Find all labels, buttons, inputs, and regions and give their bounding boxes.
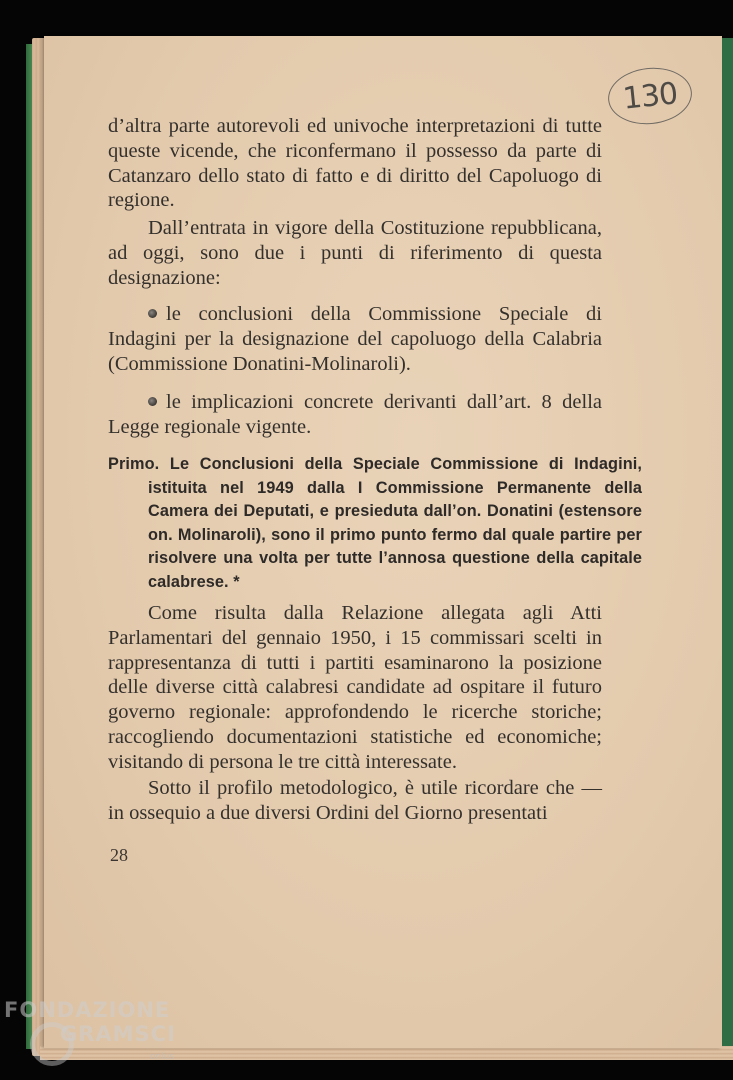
paragraph-3: Come risulta dalla Relazione allegata agli Atti Parlamentari del gennaio 1950, i 15 commissari scelti in rappresentanza di tutti i partiti esaminarono la posizione delle diverse città calabresi candidate ad ospitare il futuro governo regionale: approfondendo le ricerche storiche; raccogliendo documentazioni statistiche ed economiche; visitando di persona le tre città interessate. [108, 602, 602, 773]
bullet-item-1 [108, 302, 602, 376]
bullet-item-2-text: le implicazioni concrete derivanti dall’art. 8 della Legge regionale vigente. [108, 391, 602, 438]
watermark-line-1: FONDAZIONE [4, 998, 171, 1022]
paragraph-2: Dall’entrata in vigore della Costituzione repubblicana, ad oggi, sono due i punti di riferimento di questa designazione: [108, 217, 602, 289]
bullet-icon [148, 397, 157, 406]
paragraph-4: Sotto il profilo metodologico, è utile ricordare che — in ossequio a due diversi Ordini del Giorno presentati [108, 777, 602, 824]
bullet-icon [148, 309, 157, 318]
book-right-edge [721, 38, 733, 1058]
handwritten-page-annotation: 130 [605, 64, 694, 128]
bullet-item-1-text: le conclusioni della Commissione Speciale di Indagini per la designazione del capoluogo della Calabria (Commissione Donatini-Molinaroli). [108, 303, 602, 375]
watermark [0, 996, 190, 1080]
bullet-item-2 [108, 390, 602, 440]
watermark-line-2: GRAMSCI [60, 1022, 176, 1046]
page-number: 28 [110, 845, 128, 865]
primo-section-heading: Primo. Le Conclusioni della Speciale Commissione di Indagini, istituita nel 1949 dalla I Commissione Permanente della Camera dei Deputati, e presieduta dall’on. Donatini (estensore on. Molinaroli), sono il primo punto fermo dal quale partire per risolvere una volta per tutte l’annosa questione della capitale calabrese. * [108, 455, 642, 591]
paragraph-1: d’altra parte autorevoli ed univoche interpretazioni di tutte queste vicende, che riconfermano il possesso da parte di Catanzaro dello stato di fatto e di diritto del Capoluogo di regione. [108, 115, 602, 212]
watermark-subtitle: onlus [150, 1052, 175, 1062]
